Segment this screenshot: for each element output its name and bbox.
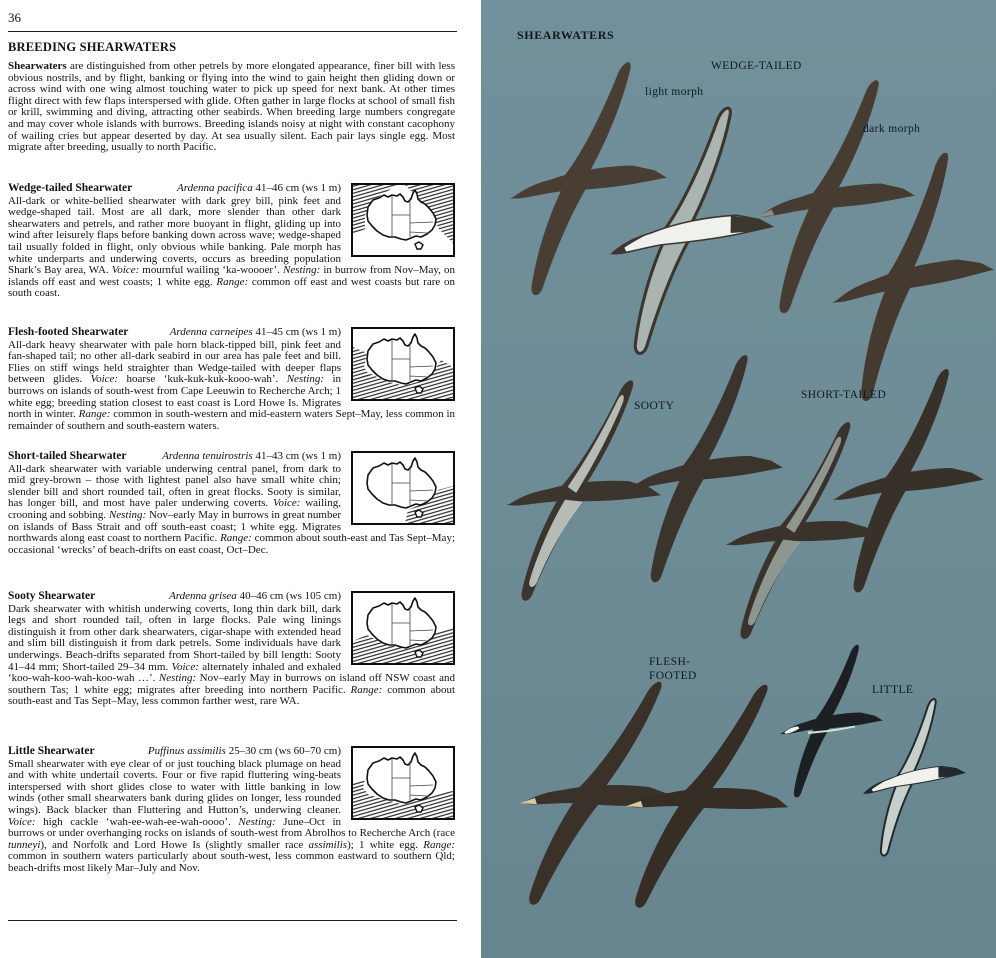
species-account: Dark shearwater with whitish underwing coverts, long thin dark bill, dark legs and short rounded tail, often in large flocks. Pale wing linings distinguish it from other dark shearwaters, cigar-shape with extended head and slim bill distinguish it from dark petrels. Some individuals have dark underwings. Beach-drifts separated from Short-tailed by bill length: Sooty 41–44 mm; Short-tailed 29–34 mm. Voice: alternately inhaled and exhaled ‘koo-wah-koo-wah-koo-wah …’. Nesting: Nov–early May in burrows on island off NSW coast and southern Tas; 1 white egg; migrates after breeding into northern Pacific. Range: common about south-east and Tas Sept–May, less common farther west, rare WA.: [8, 602, 455, 708]
size-text: 41–45 cm (ws 1 m): [255, 326, 341, 338]
species-short-tailed: [8, 451, 455, 556]
species-name: Little Shearwater: [8, 745, 95, 757]
colour-plate: [481, 0, 996, 958]
label-light-morph: light morph: [645, 86, 704, 98]
text-column: [0, 0, 481, 958]
plate-title: SHEARWATERS: [517, 28, 615, 42]
species-flesh-footed: [8, 327, 455, 432]
section-heading: BREEDING SHEARWATERS: [8, 40, 177, 54]
bottom-rule: [8, 920, 457, 921]
species-wedge-tailed: [8, 183, 455, 300]
species-name: Short-tailed Shearwater: [8, 450, 127, 462]
intro-paragraph: Shearwaters are distinguished from other petrels by more elongated appearance, finer bill with less obvious nostrils, and by flight, banking or flying into the wind to gain height then gliding down or across wind with one wing almost touching water to pick up speed for next bank. At other times flight direct with few flaps interspersed with glide. Often gather in large flocks at school of small fish or krill, swimming and diving, attracting other seabirds. When breeding large numbers congregate and may cover whole islands with burrows. Breeding islands noisy at night with constant cacophony of wailing cries but appear deserted by day. At sea usually silent. Each pair lays single egg. Most migrate after breeding, usually to north Pacific.: [8, 60, 455, 154]
species-account: All-dark shearwater with variable underwing central panel, from dark to mid grey-brown – those with lightest panel also have small white chin; slender bill and short rounded tail, often in great flocks. Sooty is similar, has longer bill, and most have paler underwing coverts. Voice: wailing, crooning and sobbing. Nesting: Nov–early May in burrows in great number on islands of Bass Strait and off south-east coast; 1 white egg. Migrates northwards along east coast to northern Pacific. Range: common about south-east and Tas Sept–May; occasional ‘wrecks’ of beach-drifts on east coast, Oct–Dec.: [8, 462, 455, 556]
label-short-tailed: SHORT-TAILED: [801, 389, 887, 401]
bird-short-tailed-underside: [707, 420, 891, 639]
label-sooty: SOOTY: [634, 400, 675, 412]
page-number: 36: [8, 10, 21, 25]
species-account: Small shearwater with eye clear of or just touching black plumage on head and with white undertail coverts. Four or five rapid fluttering wing-beats interspersed with short glides close to water with little banking in low winds (other small shearwaters bank during glides on longer, less rounded wings). Back blacker than Fluttering and Hutton’s, underwing cleaner. Voice: high cackle ‘wah-ee-wah-ee-wah-oooo’. Nesting: June–Oct in burrows or under overhanging rocks on islands of south-west from Abrolhos to Recherche Arch (race tunneyi), and Norfolk and Lord Howe Is (slightly smaller race assimilis); 1 white egg. Range: common in southern waters particularly about south-west, less common eastward to southern Qld; beach-drifts most likely Mar–July and Nov.: [8, 757, 455, 874]
range-map-sooty: [351, 591, 455, 665]
bird-flesh-footed-left: [508, 681, 691, 905]
bird-sooty-underside: [488, 379, 675, 602]
species-account: All-dark heavy shearwater with pale horn black-tipped bill, pink feet and fan-shaped tail; no other all-dark seabird in our area has pale feet and bill. Flies on stiff wings held straighter than Wedge-tailed with deeper flaps between glides. Voice: hoarse ‘kuk-kuk-kuk-kooo-wah’. Nesting: in burrows on islands of south-west from Cape Leeuwin to Recherche Arch; 1 white egg; breeding station closest to east coast is Lord Howe Is. Migrates north in winter. Range: common in south-western and mid-eastern waters Sept–May, less common in remainder of southern and south-eastern waters.: [8, 338, 455, 432]
size-text: 40–46 cm (ws 105 cm): [239, 590, 341, 602]
species-name: Flesh-footed Shearwater: [8, 326, 129, 338]
bird-little-upperside: [763, 643, 896, 798]
scientific-name: Ardenna carneipes: [169, 326, 253, 338]
label-flesh-footed-line1: FLESH-: [649, 656, 691, 668]
label-little: LITTLE: [872, 684, 914, 696]
scientific-name: Puffinus assimilis: [147, 745, 226, 757]
range-map-flesh-footed: [351, 327, 455, 401]
species-account: All-dark or white-bellied shearwater with dark grey bill, pink feet and wedge-shaped tail. Most are all dark, more slender than other dark shearwaters and petrels, and rather more buoyant in flight, gliding up into wind after leisurely flaps before banking down across wave; wedge-shaped tail usually folded in flight, only obvious while banking. Pale morph has white underparts and underwing coverts, occurs as breeding population Shark’s Bay area, WA. Voice: mournful wailing ‘ka-woooer’. Nesting: in burrow from Nov–May, on islands off east and west coasts; 1 white egg. Range: common off east and west coasts but rare on south coast.: [8, 194, 456, 300]
species-name: Wedge-tailed Shearwater: [8, 182, 133, 194]
species-little: [8, 746, 455, 875]
label-wedge-tailed: WEDGE-TAILED: [711, 60, 802, 72]
scientific-name: Ardenna tenuirostris: [162, 450, 253, 462]
size-text: 41–46 cm (ws 1 m): [255, 182, 341, 194]
bird-wedge-tailed-light-morph: [579, 105, 796, 354]
top-rule: [8, 31, 457, 32]
species-name: Sooty Shearwater: [8, 590, 96, 602]
size-text: 41–43 cm (ws 1 m): [255, 450, 341, 462]
range-map-little: [351, 746, 455, 820]
size-text: 25–30 cm (ws 60–70 cm): [228, 745, 341, 757]
label-flesh-footed-line2: FOOTED: [649, 670, 697, 682]
scientific-name: Ardenna pacifica: [177, 182, 253, 194]
plate-illustration: [481, 0, 996, 958]
range-map-short-tailed: [351, 451, 455, 525]
species-sooty: [8, 591, 455, 708]
range-map-wedge-tailed: [351, 183, 455, 257]
label-dark-morph: dark morph: [863, 123, 921, 135]
scientific-name: Ardenna grisea: [169, 590, 237, 602]
